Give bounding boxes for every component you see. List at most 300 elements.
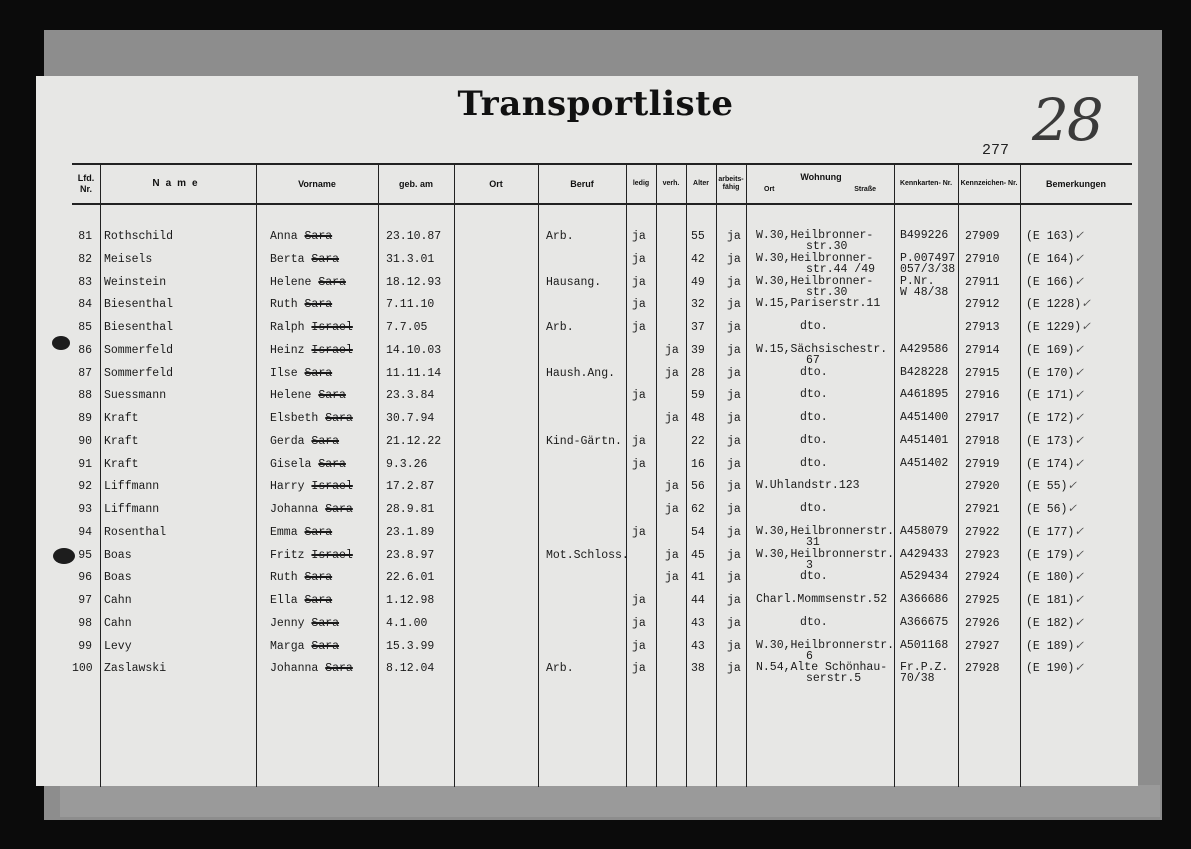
birth-date: 28.9.81: [386, 503, 435, 516]
check-mark-icon: ✓: [1081, 298, 1091, 312]
identifier-number: 27926: [965, 616, 1000, 630]
identity-card-number: [900, 344, 948, 355]
remark-text: (E 172): [1026, 412, 1075, 425]
table-row: [72, 344, 1132, 366]
birth-date: 15.3.99: [386, 639, 435, 653]
given-name: [270, 503, 353, 517]
identity-card-line-1: P.Nr.: [900, 274, 935, 288]
birth-date: 4.1.00: [386, 616, 428, 630]
address: [756, 617, 828, 628]
handwritten-number: 28: [1032, 86, 1102, 154]
age: 41: [691, 571, 705, 585]
address: [756, 662, 887, 684]
given-name-text: Ralph: [270, 321, 312, 334]
address-line-1: dto.: [800, 365, 828, 379]
identity-card-number: [900, 276, 948, 298]
address: [756, 344, 887, 366]
address-line-1: dto.: [800, 456, 828, 470]
occupation: Arb.: [546, 662, 574, 676]
check-mark-icon: ✓: [1074, 343, 1084, 357]
struck-middle-name: Sara: [304, 298, 333, 312]
age: 16: [691, 457, 705, 471]
surname: Cahn: [104, 594, 132, 607]
table-row: [72, 662, 1132, 684]
surname: Biesenthal: [104, 321, 174, 334]
identifier-number: 27924: [965, 571, 1000, 585]
given-name-text: Ella: [270, 594, 305, 607]
table-row: [72, 549, 1132, 571]
identity-card-number: [900, 389, 948, 400]
identity-card-line-1: A366675: [900, 615, 949, 629]
film-backing-strip: [60, 785, 1160, 817]
identifier-number: 27925: [965, 594, 1000, 607]
check-mark-icon: ✓: [1074, 252, 1084, 266]
row-number: 98: [78, 616, 92, 630]
age: 44: [691, 594, 705, 607]
given-name: [270, 412, 353, 426]
birth-date: 17.2.87: [386, 480, 435, 494]
age: 37: [691, 321, 705, 334]
identifier-number: 27914: [965, 343, 1000, 357]
table-row: [72, 321, 1132, 343]
check-mark-icon: ✓: [1074, 275, 1084, 289]
address: [756, 526, 894, 548]
address: [756, 458, 828, 469]
surname: Liffmann: [104, 503, 160, 516]
birth-date: 30.7.94: [386, 412, 435, 425]
address: [756, 480, 860, 491]
single-flag: ja: [632, 434, 646, 448]
able-to-work-flag: ja: [727, 321, 741, 334]
single-flag: ja: [632, 525, 646, 539]
struck-middle-name: Sara: [318, 275, 346, 289]
address-line-1: dto.: [800, 570, 828, 584]
given-name: [270, 640, 339, 654]
check-mark-icon: ✓: [1074, 366, 1084, 380]
birth-date: 8.12.04: [386, 662, 435, 676]
address-line-1: dto.: [800, 615, 828, 629]
header-kennzeichen-nr: Kennzeichen- Nr.: [960, 179, 1018, 187]
given-name: [270, 617, 339, 631]
married-flag: ja: [665, 480, 679, 494]
address-line-2: str.44 /49: [806, 262, 876, 276]
identifier-number: 27922: [965, 525, 1000, 539]
identity-card-line-1: A501168: [900, 638, 949, 652]
row-number: 87: [78, 366, 92, 380]
given-name-text: Jenny: [270, 616, 312, 630]
address: [756, 367, 828, 378]
age: 59: [691, 389, 705, 403]
remark: [1026, 549, 1084, 563]
able-to-work-flag: ja: [727, 389, 741, 403]
row-number: 92: [78, 480, 92, 494]
header-wohnung: Wohnung: [800, 172, 842, 182]
given-name: [270, 458, 346, 472]
page-number: 277: [982, 142, 1010, 159]
identity-card-line-1: A461895: [900, 388, 949, 402]
married-flag: ja: [665, 412, 679, 425]
struck-middle-name: Sara: [304, 594, 333, 607]
row-number: 90: [78, 434, 92, 448]
address: [756, 230, 873, 252]
address-line-1: dto.: [800, 320, 828, 333]
check-mark-icon: ✓: [1074, 412, 1084, 425]
check-mark-icon: ✓: [1074, 434, 1084, 448]
given-name: [270, 480, 353, 494]
table-row: [72, 276, 1132, 298]
document-title: Transportliste: [457, 84, 734, 124]
single-flag: ja: [632, 457, 646, 471]
header-kennkarten-nr: Kennkarten- Nr.: [899, 179, 953, 187]
identity-card-line-1: Fr.P.Z.: [900, 661, 949, 675]
row-number: 83: [78, 275, 92, 289]
birth-date: 11.11.14: [386, 366, 442, 380]
address: [756, 594, 887, 605]
header-arbeitsfaehig: arbeits- fähig: [718, 175, 744, 191]
remark: [1026, 571, 1084, 585]
single-flag: ja: [632, 298, 646, 312]
surname: Boas: [104, 571, 132, 585]
address-line-1: W.30,Heilbronnerstr.: [756, 638, 895, 652]
header-geb-am: geb. am: [398, 178, 433, 189]
remark-text: (E 190): [1026, 662, 1075, 676]
remark: [1026, 435, 1084, 449]
struck-middle-name: Israel: [311, 480, 353, 494]
able-to-work-flag: ja: [727, 298, 741, 312]
surname: Cahn: [104, 616, 132, 630]
identity-card-number: [900, 662, 948, 684]
given-name: [270, 344, 353, 358]
remark-text: (E 179): [1026, 548, 1075, 562]
remark: [1026, 617, 1084, 631]
remark: [1026, 230, 1084, 244]
surname: Rosenthal: [104, 525, 167, 539]
identity-card-line-1: A366686: [900, 593, 949, 606]
age: 39: [691, 343, 705, 357]
birth-date: 14.10.03: [386, 343, 442, 357]
given-name-text: Gerda: [270, 434, 312, 448]
occupation: Kind-Gärtn.: [546, 434, 622, 448]
struck-middle-name: Israel: [311, 321, 353, 334]
table-row: [72, 412, 1132, 434]
identity-card-line-2: 057/3/38: [900, 262, 956, 276]
remark: [1026, 253, 1084, 267]
header-name: Name: [152, 178, 204, 189]
table-row: [72, 480, 1132, 502]
surname: Sommerfeld: [104, 366, 174, 380]
age: 55: [691, 230, 705, 243]
identity-card-line-1: A529434: [900, 570, 949, 584]
able-to-work-flag: ja: [727, 275, 741, 289]
identity-card-line-2: 70/38: [900, 672, 935, 686]
identity-card-line-1: A458079: [900, 524, 949, 538]
header-alter: Alter: [693, 179, 709, 187]
header-wohnung-strasse: Straße: [854, 186, 876, 193]
given-name: [270, 549, 353, 563]
check-mark-icon: ✓: [1074, 616, 1084, 630]
single-flag: ja: [632, 639, 646, 653]
surname: Suessmann: [104, 389, 167, 403]
address: [756, 253, 875, 275]
occupation: Arb.: [546, 230, 574, 243]
given-name: [270, 571, 332, 585]
remark: [1026, 321, 1091, 335]
able-to-work-flag: ja: [727, 616, 741, 630]
identity-card-line-1: A429586: [900, 342, 949, 356]
identity-card-number: [900, 549, 948, 560]
row-number: 95: [78, 548, 92, 562]
struck-middle-name: Sara: [304, 366, 333, 380]
surname: Rothschild: [104, 230, 174, 243]
given-name: [270, 253, 339, 267]
remark-text: (E 174): [1026, 457, 1075, 471]
single-flag: ja: [632, 662, 646, 676]
check-mark-icon: ✓: [1074, 662, 1084, 676]
birth-date: 7.7.05: [386, 321, 428, 334]
surname: Zaslawski: [104, 662, 167, 676]
address-line-1: W.15,Sächsischestr.: [756, 342, 888, 356]
given-name-text: Ruth: [270, 571, 305, 585]
row-number: 93: [78, 503, 92, 516]
struck-middle-name: Sara: [325, 503, 353, 516]
struck-middle-name: Sara: [311, 252, 340, 266]
address-line-2: 6: [806, 649, 813, 663]
row-number: 99: [78, 639, 92, 653]
given-name: [270, 662, 353, 676]
married-flag: ja: [665, 548, 679, 562]
identity-card-number: [900, 253, 955, 275]
given-name-text: Helene: [270, 275, 319, 289]
check-mark-icon: ✓: [1074, 594, 1084, 607]
address-line-2: 67: [806, 353, 820, 367]
struck-middle-name: Sara: [304, 571, 333, 585]
single-flag: ja: [632, 252, 646, 266]
ink-blot: [52, 336, 70, 350]
identifier-number: 27911: [965, 275, 1000, 289]
identifier-number: 27910: [965, 252, 1000, 266]
able-to-work-flag: ja: [727, 366, 741, 380]
given-name-text: Gisela: [270, 457, 319, 471]
identifier-number: 27915: [965, 366, 1000, 380]
single-flag: ja: [632, 230, 646, 243]
address: [756, 549, 894, 571]
address-line-1: dto.: [800, 502, 828, 515]
check-mark-icon: ✓: [1074, 525, 1084, 539]
given-name-text: Ruth: [270, 298, 305, 312]
remark-text: (E 182): [1026, 616, 1075, 630]
row-number: 84: [78, 298, 92, 312]
age: 54: [691, 525, 705, 539]
address: [756, 412, 828, 423]
struck-middle-name: Sara: [304, 230, 333, 243]
identifier-number: 27927: [965, 639, 1000, 653]
married-flag: ja: [665, 571, 679, 585]
remark-text: (E 55): [1026, 480, 1068, 494]
address-line-2: serstr.5: [806, 672, 862, 686]
check-mark-icon: ✓: [1081, 321, 1091, 334]
remark-text: (E 177): [1026, 525, 1075, 539]
identity-card-number: [900, 594, 948, 605]
row-number: 89: [78, 412, 92, 425]
given-name: [270, 389, 346, 403]
remark: [1026, 503, 1077, 517]
remark-text: (E 189): [1026, 639, 1075, 653]
given-name: [270, 298, 332, 312]
transport-table: [72, 163, 1132, 787]
identity-card-line-1: P.007497: [900, 251, 956, 265]
identifier-number: 27918: [965, 434, 1000, 448]
able-to-work-flag: ja: [727, 434, 741, 448]
given-name: [270, 321, 353, 335]
row-number: 88: [78, 389, 92, 403]
surname: Sommerfeld: [104, 343, 174, 357]
birth-date: 23.10.87: [386, 230, 442, 243]
check-mark-icon: ✓: [1074, 639, 1084, 653]
given-name-text: Emma: [270, 525, 305, 539]
remark-text: (E 169): [1026, 343, 1075, 357]
able-to-work-flag: ja: [727, 639, 741, 653]
identity-card-line-1: A429433: [900, 547, 949, 561]
able-to-work-flag: ja: [727, 343, 741, 357]
row-number: 85: [78, 321, 92, 334]
address-line-1: W.15,Pariserstr.11: [756, 297, 881, 311]
identifier-number: 27928: [965, 662, 1000, 676]
header-bemerkungen: Bemerkungen: [1045, 178, 1107, 189]
age: 42: [691, 252, 705, 266]
struck-middle-name: Sara: [304, 525, 333, 539]
struck-middle-name: Sara: [311, 616, 340, 630]
identity-card-number: [900, 458, 948, 469]
table-row: [72, 367, 1132, 389]
address-line-1: N.54,Alte Schönhau-: [756, 661, 888, 675]
remark-text: (E 1229): [1026, 321, 1082, 334]
able-to-work-flag: ja: [727, 230, 741, 243]
identifier-number: 27917: [965, 412, 1000, 425]
struck-middle-name: Sara: [318, 389, 346, 403]
given-name-text: Elsbeth: [270, 412, 326, 425]
remark: [1026, 526, 1084, 540]
identity-card-number: [900, 571, 948, 582]
able-to-work-flag: ja: [727, 594, 741, 607]
given-name-text: Harry: [270, 480, 312, 494]
remark: [1026, 367, 1084, 381]
birth-date: 23.1.89: [386, 525, 435, 539]
table-row: [72, 526, 1132, 548]
remark-text: (E 181): [1026, 594, 1075, 607]
able-to-work-flag: ja: [727, 412, 741, 425]
address: [756, 389, 828, 400]
identity-card-number: [900, 367, 948, 378]
birth-date: 23.8.97: [386, 548, 435, 562]
given-name-text: Helene: [270, 389, 319, 403]
single-flag: ja: [632, 389, 646, 403]
surname: Weinstein: [104, 275, 167, 289]
check-mark-icon: ✓: [1067, 503, 1078, 516]
row-number: 91: [78, 457, 92, 471]
struck-middle-name: Sara: [311, 434, 340, 448]
address-line-2: str.30: [806, 285, 848, 299]
address-line-2: str.30: [806, 240, 848, 253]
occupation: Hausang.: [546, 275, 602, 289]
address: [756, 321, 828, 332]
row-number: 86: [78, 343, 92, 357]
address-line-1: dto.: [800, 433, 828, 447]
remark: [1026, 458, 1084, 472]
row-number: 94: [78, 525, 92, 539]
identity-card-number: [900, 412, 948, 423]
header-wohnung-ort: Ort: [764, 186, 775, 193]
birth-date: 9.3.26: [386, 457, 428, 471]
table-row: [72, 298, 1132, 320]
identity-card-line-1: A451401: [900, 433, 949, 447]
address-line-1: dto.: [800, 388, 828, 402]
remark: [1026, 298, 1091, 312]
given-name-text: Ilse: [270, 366, 305, 380]
given-name-text: Fritz: [270, 548, 312, 562]
age: 56: [691, 480, 705, 494]
header-vorname: Vorname: [298, 178, 336, 189]
occupation: Mot.Schloss.: [546, 548, 629, 562]
identifier-number: 27920: [965, 480, 1000, 494]
remark-text: (E 166): [1026, 275, 1075, 289]
given-name-text: Johanna: [270, 503, 326, 516]
able-to-work-flag: ja: [727, 503, 741, 516]
given-name: [270, 367, 332, 381]
single-flag: ja: [632, 594, 646, 607]
remark: [1026, 344, 1084, 358]
header-verh: verh.: [662, 179, 680, 187]
header-ledig: ledig: [632, 179, 650, 187]
address-line-1: W.30,Heilbronnerstr.: [756, 524, 895, 538]
single-flag: ja: [632, 321, 646, 334]
check-mark-icon: ✓: [1074, 389, 1084, 403]
struck-middle-name: Sara: [325, 412, 353, 425]
header-wohnung-group: [748, 166, 894, 204]
identifier-number: 27916: [965, 389, 1000, 403]
birth-date: 22.6.01: [386, 571, 435, 585]
identifier-number: 27919: [965, 457, 1000, 471]
remark: [1026, 480, 1077, 494]
identity-card-line-1: A451402: [900, 456, 949, 470]
surname: Meisels: [104, 252, 153, 266]
age: 48: [691, 412, 705, 425]
identifier-number: 27913: [965, 321, 1000, 334]
remark: [1026, 662, 1084, 676]
remark-text: (E 163): [1026, 230, 1075, 243]
married-flag: ja: [665, 366, 679, 380]
remark-text: (E 164): [1026, 252, 1075, 266]
check-mark-icon: ✓: [1067, 480, 1078, 494]
remark: [1026, 389, 1084, 403]
address: [756, 276, 873, 298]
occupation: Haush.Ang.: [546, 366, 616, 380]
age: 49: [691, 275, 705, 289]
age: 32: [691, 298, 705, 312]
remark: [1026, 276, 1084, 290]
address-line-1: dto.: [800, 411, 828, 424]
address-line-2: 31: [806, 535, 820, 549]
birth-date: 18.12.93: [386, 275, 442, 289]
remark-text: (E 171): [1026, 389, 1075, 403]
address-line-1: Charl.Mommsenstr.52: [756, 593, 888, 606]
surname: Boas: [104, 548, 132, 562]
birth-date: 1.12.98: [386, 594, 435, 607]
surname: Kraft: [104, 412, 139, 425]
remark-text: (E 170): [1026, 366, 1075, 380]
table-row: [72, 640, 1132, 662]
identity-card-line-1: A451400: [900, 411, 949, 424]
address: [756, 503, 828, 514]
